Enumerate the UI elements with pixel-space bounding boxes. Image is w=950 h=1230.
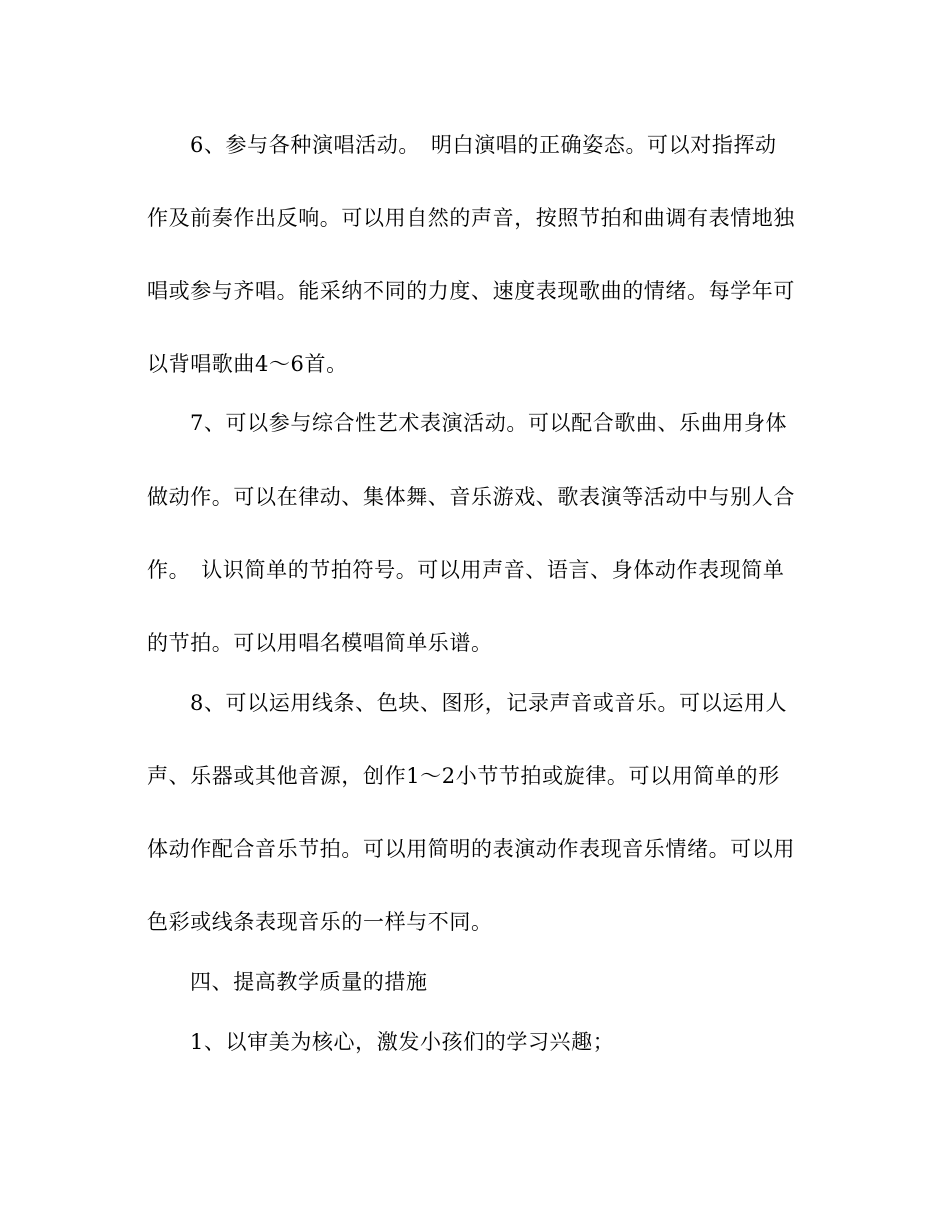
paragraph-8-line-2: 声、乐器或其他音源，创作1～2小节节拍或旋律。可以用简单的形 xyxy=(147,764,780,788)
paragraph-7-line-1: 7、可以参与综合性艺术表演活动。可以配合歌曲、乐曲用身体 xyxy=(190,411,788,435)
section-heading: 四、提高教学质量的措施 xyxy=(190,970,428,994)
paragraph-7-line-3: 作。 认识简单的节拍符号。可以用声音、语言、身体动作表现简单 xyxy=(147,558,785,582)
paragraph-6-line-3: 唱或参与齐唱。能采纳不同的力度、速度表现歌曲的情绪。每学年可 xyxy=(147,279,795,303)
paragraph-6-line-1: 6、参与各种演唱活动。 明白演唱的正确姿态。可以对指挥动 xyxy=(190,133,777,157)
paragraph-8-line-4: 色彩或线条表现音乐的一样与不同。 xyxy=(147,910,493,934)
paragraph-6-line-2: 作及前奏作出反响。可以用自然的声音，按照节拍和曲调有表情地独 xyxy=(147,206,795,230)
paragraph-8-line-3: 体动作配合音乐节拍。可以用简明的表演动作表现音乐情绪。可以用 xyxy=(147,837,795,861)
paragraph-6-line-4: 以背唱歌曲4～6首。 xyxy=(147,352,348,376)
measure-1-line: 1、以审美为核心，激发小孩们的学习兴趣； xyxy=(190,1030,615,1054)
paragraph-7-line-4: 的节拍。可以用唱名模唱简单乐谱。 xyxy=(147,631,493,655)
paragraph-7-line-2: 做动作。可以在律动、集体舞、音乐游戏、歌表演等活动中与别人合 xyxy=(147,485,795,509)
paragraph-8-line-1: 8、可以运用线条、色块、图形，记录声音或音乐。可以运用人 xyxy=(190,691,788,715)
